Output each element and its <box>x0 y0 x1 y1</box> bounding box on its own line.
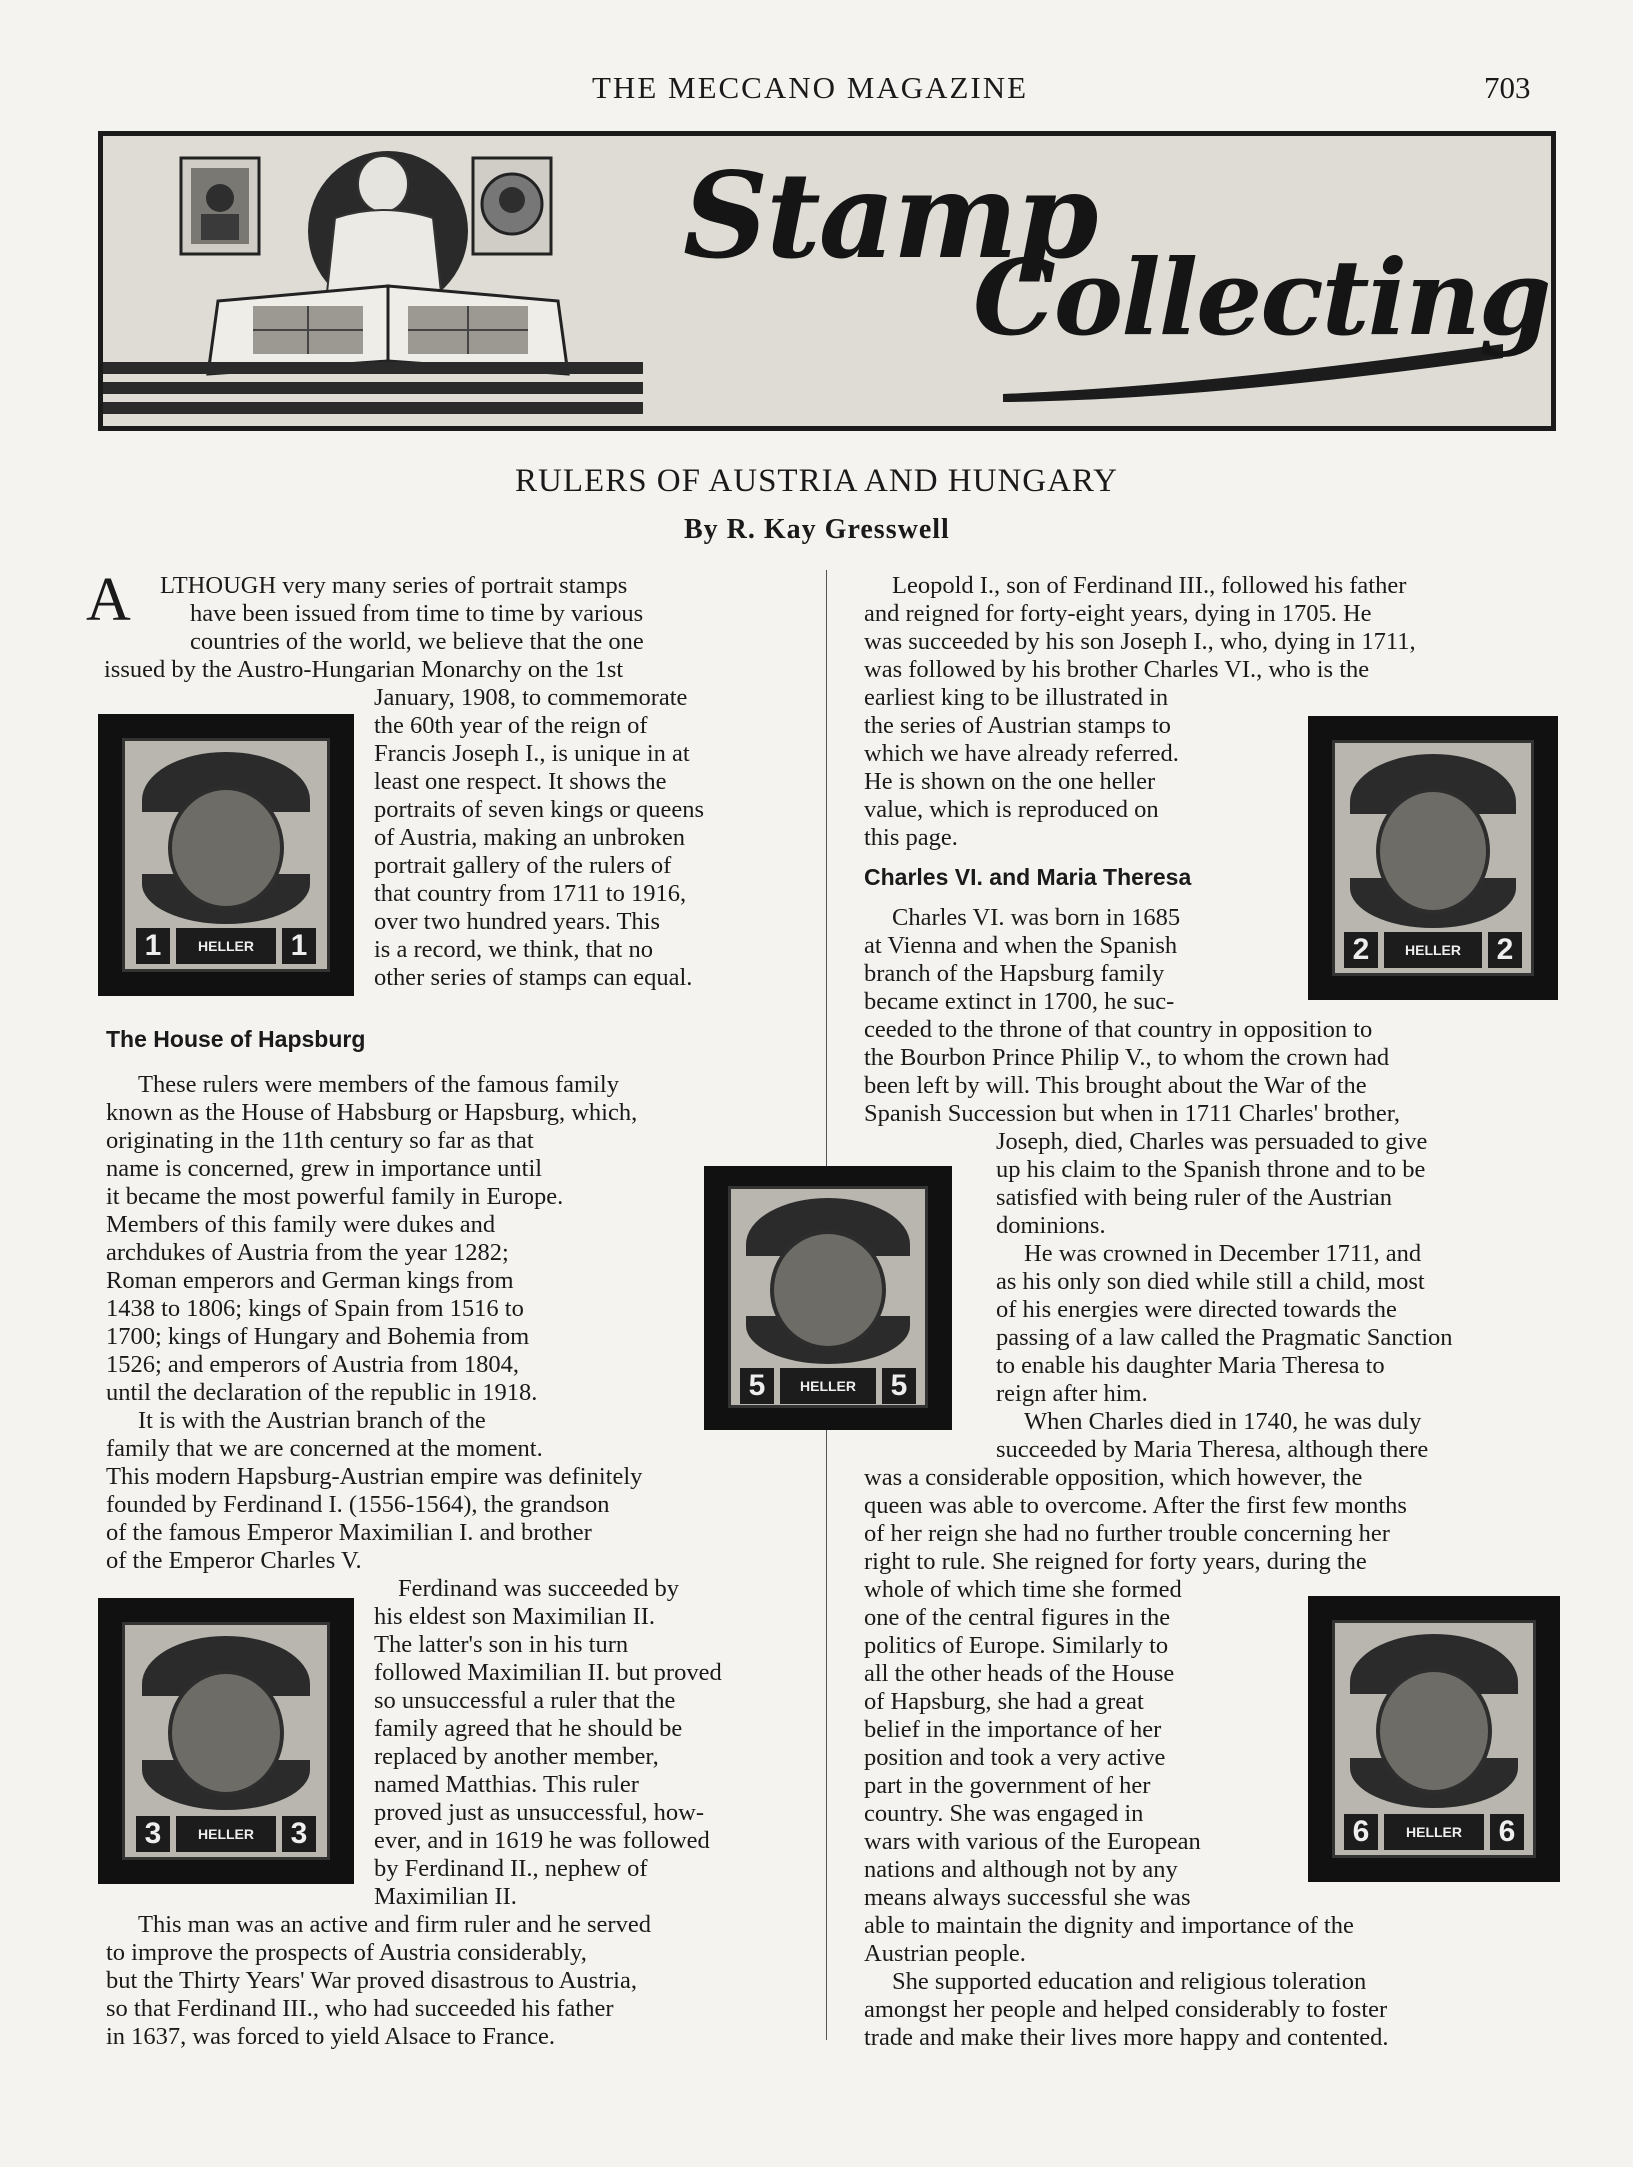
stamp-5-heller: 5 HELLER 5 <box>704 1166 952 1430</box>
text-line: is a record, we think, that no <box>374 936 653 963</box>
running-head <box>0 70 1633 110</box>
text-line: whole of which time she formed <box>864 1576 1182 1603</box>
text-line: She supported education and religious toleration <box>892 1968 1367 1995</box>
text-line: the 60th year of the reign of <box>374 712 648 739</box>
text-line: He is shown on the one heller <box>864 768 1156 795</box>
text-line: up his claim to the Spanish throne and to be <box>996 1156 1426 1183</box>
text-line: reign after him. <box>996 1380 1148 1407</box>
article-title: RULERS OF AUSTRIA AND HUNGARY <box>515 463 1118 499</box>
text-line: family that we are concerned at the moment. <box>106 1435 543 1462</box>
text-line: amongst her people and helped considerably to foster <box>864 1996 1388 2023</box>
text-line: Austrian people. <box>864 1940 1026 1967</box>
text-line: Members of this family were dukes and <box>106 1211 496 1238</box>
text-line: wars with various of the European <box>864 1828 1201 1855</box>
text-line: at Vienna and when the Spanish <box>864 932 1178 959</box>
text-line: He was crowned in December 1711, and <box>1024 1240 1422 1267</box>
text-line: branch of the Hapsburg family <box>864 960 1165 987</box>
portrait-maria-theresa <box>1376 788 1490 914</box>
text-line: name is concerned, grew in importance until <box>106 1155 543 1182</box>
text-line: Maximilian II. <box>374 1883 517 1910</box>
drop-cap: A <box>86 566 131 634</box>
text-line: position and took a very active <box>864 1744 1166 1771</box>
text-line: been left by will. This brought about the War of the <box>864 1072 1367 1099</box>
text-line: These rulers were members of the famous family <box>138 1071 619 1098</box>
text-line: The latter's son in his turn <box>374 1631 629 1658</box>
text-line: of the Emperor Charles V. <box>106 1547 362 1574</box>
text-line: dominions. <box>996 1212 1106 1239</box>
text-line: ever, and in 1619 he was followed <box>374 1827 710 1854</box>
text-line: archdukes of Austria from the year 1282; <box>106 1239 509 1266</box>
text-line: This modern Hapsburg-Austrian empire was definitely <box>106 1463 643 1490</box>
text-line: queen was able to overcome. After the first few months <box>864 1492 1407 1519</box>
magazine-title: THE MECCANO MAGAZINE <box>592 70 1029 105</box>
stamp-2-heller: 2 HELLER 2 <box>1308 716 1558 1000</box>
text-line: Charles VI. was born in 1685 <box>892 904 1181 931</box>
text-line: family agreed that he should be <box>374 1715 683 1742</box>
text-line: in 1637, was forced to yield Alsace to France. <box>106 2023 556 2050</box>
text-line: and reigned for forty-eight years, dying in 1705. He <box>864 600 1372 627</box>
text-line: passing of a law called the Pragmatic Sanction <box>996 1324 1453 1351</box>
text-line: Leopold I., son of Ferdinand III., followed his father <box>892 572 1407 599</box>
text-line: Francis Joseph I., is unique in at <box>374 740 690 767</box>
text-line: able to maintain the dignity and importance of the <box>864 1912 1354 1939</box>
text-line: of the famous Emperor Maximilian I. and brother <box>106 1519 592 1546</box>
text-line: of Hapsburg, she had a great <box>864 1688 1144 1715</box>
text-line: politics of Europe. Similarly to <box>864 1632 1169 1659</box>
text-line: When Charles died in 1740, he was duly <box>1024 1408 1422 1435</box>
text-line: have been issued from time to time by various <box>190 600 644 627</box>
stamp-6-heller: 6 HELLER 6 <box>1308 1596 1560 1882</box>
text-line: was succeeded by his son Joseph I., who, dying in 1711, <box>864 628 1416 655</box>
text-line: proved just as unsuccessful, how- <box>374 1799 705 1826</box>
text-line: this page. <box>864 824 958 851</box>
portrait-leopold-ii <box>168 1670 284 1796</box>
text-line: means always successful she was <box>864 1884 1191 1911</box>
text-line: which we have already referred. <box>864 740 1179 767</box>
text-line: nations and although not by any <box>864 1856 1178 1883</box>
text-line: country. She was engaged in <box>864 1800 1144 1827</box>
text-line: satisfied with being ruler of the Austrian <box>996 1184 1392 1211</box>
text-line: so unsuccessful a ruler that the <box>374 1687 676 1714</box>
text-line: until the declaration of the republic in 1918. <box>106 1379 538 1406</box>
text-line: Roman emperors and German kings from <box>106 1267 514 1294</box>
text-line: Spanish Succession but when in 1711 Charles' brother, <box>864 1100 1401 1127</box>
text-line: known as the House of Habsburg or Hapsburg, which, <box>106 1099 638 1126</box>
text-line: ceeded to the throne of that country in opposition to <box>864 1016 1373 1043</box>
text-line: all the other heads of the House <box>864 1660 1175 1687</box>
text-line: trade and make their lives more happy and contented. <box>864 2024 1389 2051</box>
text-line: 1526; and emperors of Austria from 1804, <box>106 1351 520 1378</box>
text-line: to improve the prospects of Austria considerably, <box>106 1939 587 1966</box>
text-line: as his only son died while still a child, most <box>996 1268 1425 1295</box>
banner-word-collecting: Collecting <box>973 236 1550 359</box>
text-line: named Matthias. This ruler <box>374 1771 639 1798</box>
text-line: so that Ferdinand III., who had succeeded his father <box>106 1995 614 2022</box>
banner-word-stamp: Stamp <box>683 146 1097 285</box>
text-line: 1700; kings of Hungary and Bohemia from <box>106 1323 530 1350</box>
byline: By R. Kay Gresswell <box>684 514 950 545</box>
text-line: but the Thirty Years' War proved disastrous to Austria, <box>106 1967 637 1994</box>
text-line: Joseph, died, Charles was persuaded to give <box>996 1128 1428 1155</box>
text-line: of his energies were directed towards the <box>996 1296 1397 1323</box>
portrait-francis-joseph <box>770 1230 886 1350</box>
text-line: 1438 to 1806; kings of Spain from 1516 to <box>106 1295 524 1322</box>
text-line: that country from 1711 to 1916, <box>374 880 687 907</box>
text-line: January, 1908, to commemorate <box>374 684 688 711</box>
subheading-hapsburg: The House of Hapsburg <box>106 1026 366 1052</box>
text-line: was a considerable opposition, which however, the <box>864 1464 1363 1491</box>
text-line: This man was an active and firm ruler and he served <box>138 1911 651 1938</box>
text-line: of Austria, making an unbroken <box>374 824 685 851</box>
page-number: 703 <box>1484 70 1531 105</box>
text-line: earliest king to be illustrated in <box>864 684 1169 711</box>
text-line: portrait gallery of the rulers of <box>374 852 672 879</box>
text-line: founded by Ferdinand I. (1556-1564), the grandson <box>106 1491 610 1518</box>
text-line: value, which is reproduced on <box>864 796 1159 823</box>
text-line: his eldest son Maximilian II. <box>374 1603 656 1630</box>
text-line: of her reign she had no further trouble concerning her <box>864 1520 1390 1547</box>
text-line: became extinct in 1700, he suc- <box>864 988 1175 1015</box>
stamp-3-heller: 3 HELLER 3 <box>98 1598 354 1884</box>
subheading-charles: Charles VI. and Maria Theresa <box>864 864 1192 890</box>
text-line: belief in the importance of her <box>864 1716 1162 1743</box>
text-line: Ferdinand was succeeded by <box>398 1575 679 1602</box>
portrait-joseph-ii <box>1376 1668 1492 1794</box>
text-line: right to rule. She reigned for forty years, during the <box>864 1548 1367 1575</box>
text-line: one of the central figures in the <box>864 1604 1171 1631</box>
stamp-1-heller: 1 HELLER 1 <box>98 714 354 996</box>
text-line: it became the most powerful family in Europe. <box>106 1183 564 1210</box>
text-line: the Bourbon Prince Philip V., to whom the crown had <box>864 1044 1390 1071</box>
text-line: the series of Austrian stamps to <box>864 712 1171 739</box>
text-line: other series of stamps can equal. <box>374 964 693 991</box>
text-line: was followed by his brother Charles VI., who is the <box>864 656 1370 683</box>
text-line: succeeded by Maria Theresa, although there <box>996 1436 1429 1463</box>
text-line: countries of the world, we believe that the one <box>190 628 644 655</box>
text-line: part in the government of her <box>864 1772 1151 1799</box>
portrait-charles-vi <box>168 786 284 910</box>
text-line: portraits of seven kings or queens <box>374 796 704 823</box>
text-line: over two hundred years. This <box>374 908 660 935</box>
text-line: by Ferdinand II., nephew of <box>374 1855 648 1882</box>
text-line: to enable his daughter Maria Theresa to <box>996 1352 1385 1379</box>
text-line: originating in the 11th century so far as that <box>106 1127 534 1154</box>
text-line: followed Maximilian II. but proved <box>374 1659 722 1686</box>
text-line: It is with the Austrian branch of the <box>138 1407 486 1434</box>
stamp-collecting-banner <box>98 131 1556 431</box>
text-line: replaced by another member, <box>374 1743 659 1770</box>
text-line: least one respect. It shows the <box>374 768 667 795</box>
text-line: LTHOUGH very many series of portrait stamps <box>160 572 628 599</box>
text-line: issued by the Austro-Hungarian Monarchy on the 1st <box>104 656 624 683</box>
